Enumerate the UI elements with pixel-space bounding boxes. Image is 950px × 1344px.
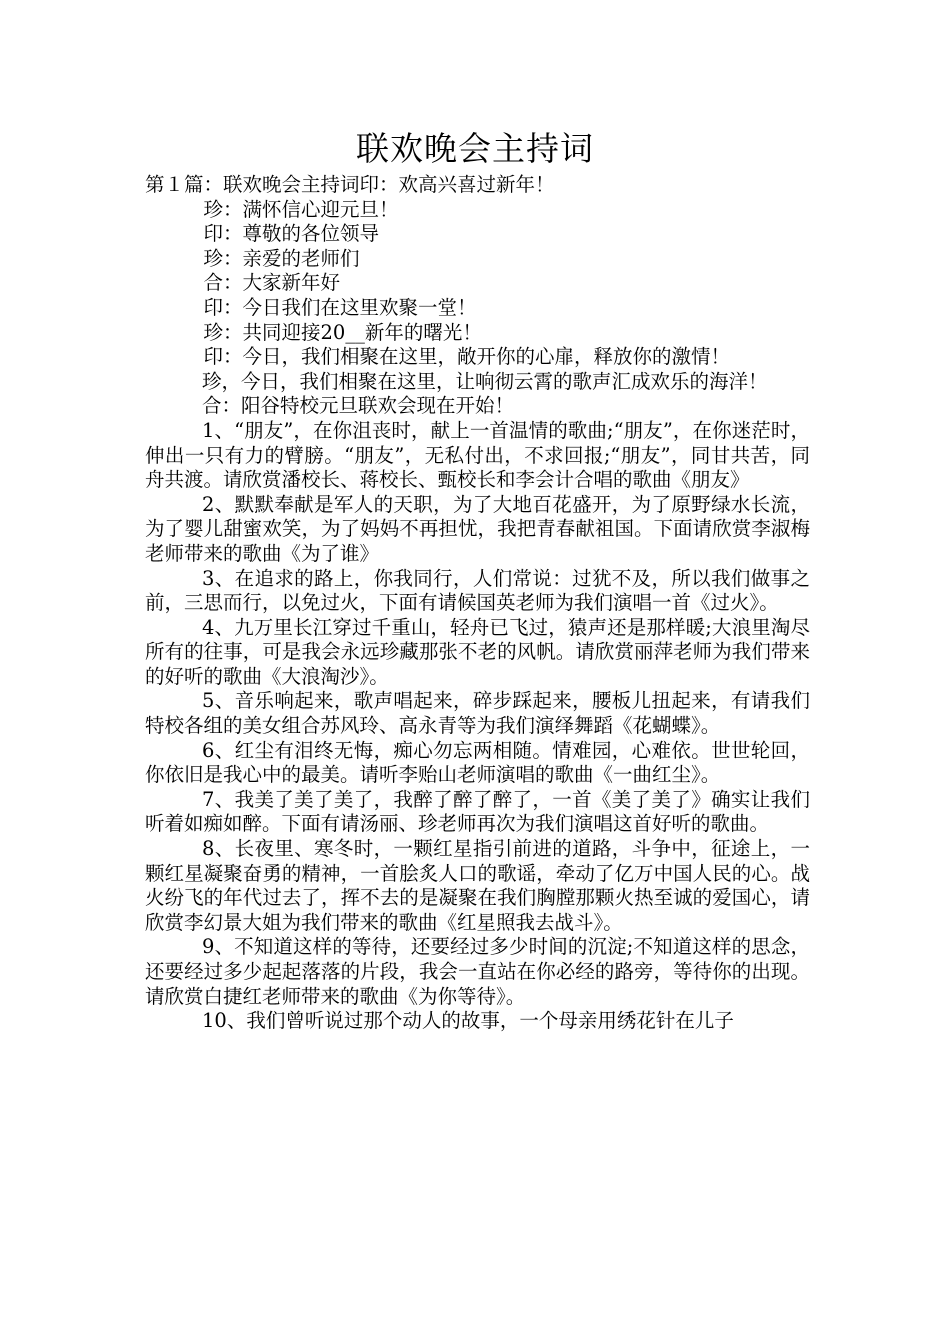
intro-line-2: 珍：满怀信心迎元旦！ <box>145 197 399 221</box>
paragraph-item-3: 3、在追求的路上，你我同行，人们常说：过犹不及，所以我们做事之前，三思而行，以免过火，下面有请候国英老师为我们演唱一首《过火》。 <box>145 566 810 615</box>
paragraph-item-7: 7、我美了美了美了，我醉了醉了醉了，一首《美了美了》确实让我们听着如痴如醉。下面有请汤丽、珍老师再次为我们演唱这首好听的歌曲。 <box>145 787 810 836</box>
paragraph-item-1: 1、“朋友”，在你沮丧时，献上一首温情的歌曲;“朋友”，在你迷茫时，伸出一只有力的臂膀。“朋友”，无私付出，不求回报;“朋友”，同甘共苦，同舟共渡。请欣赏潘校长、蒋校长、甄校长和李会计合唱的歌曲《朋友》 <box>145 418 810 492</box>
intro-line-5: 合：大家新年好 <box>145 271 341 295</box>
document-body <box>145 173 810 1034</box>
paragraph-zhen-ocean: 珍，今日，我们相聚在这里，让响彻云霄的歌声汇成欢乐的海洋！ <box>202 369 768 393</box>
intro-line-6: 印：今日我们在这里欢聚一堂！ <box>145 295 477 319</box>
paragraph-item-10: 10、我们曾听说过那个动人的故事，一个母亲用绣花针在儿子 <box>202 1009 734 1033</box>
paragraph-item-6: 6、红尘有泪终无悔，痴心勿忘两相随。情难园，心难依。世世轮回，你依旧是我心中的最美。请听李贻山老师演唱的歌曲《一曲红尘》。 <box>145 738 810 787</box>
paragraph-opening: 合：阳谷特校元旦联欢会现在开始！ <box>202 394 515 418</box>
document-title: 联欢晚会主持词 <box>356 129 594 168</box>
paragraph-item-5: 5、音乐响起来，歌声唱起来，碎步踩起来，腰板儿扭起来，有请我们特校各组的美女组合苏风玲、高永青等为我们演绎舞蹈《花蝴蝶》。 <box>145 689 810 738</box>
paragraph-item-8: 8、长夜里、寒冬时，一颗红星指引前进的道路，斗争中，征途上，一颗红星凝聚奋勇的精神，一首脍炙人口的歌谣，牵动了亿万中国人民的心。战火纷飞的年代过去了，挥不去的是凝聚在我们胸膛那颗火热至诚的爱国心，请欣赏李幻景大姐为我们带来的歌曲《红星照我去战斗》。 <box>145 837 810 934</box>
paragraph-item-2: 2、默默奉献是军人的天职，为了大地百花盛开，为了原野绿水长流，为了婴儿甜蜜欢笑，为了妈妈不再担忧，我把青春献祖国。下面请欣赏李淑梅老师带来的歌曲《为了谁》 <box>145 492 810 565</box>
intro-line-8: 印：今日，我们相聚在这里，敞开你的心扉，释放你的激情！ <box>145 345 731 369</box>
paragraph-item-4: 4、九万里长江穿过千重山，轻舟已飞过，猿声还是那样暖;大浪里淘尽所有的往事，可是我会永远珍藏那张不老的风帆。请欣赏丽萍老师为我们带来的好听的歌曲《大浪淘沙》。 <box>145 615 810 688</box>
intro-line-1: 第１篇：联欢晚会主持词印：欢高兴喜过新年！ <box>145 173 555 196</box>
paragraph-item-9: 9、不知道这样的等待，还要经过多少时间的沉淀;不知道这样的思念，还要经过多少起起落落的片段，我会一直站在你必经的路旁，等待你的出现。请欣赏白捷红老师带来的歌曲《为你等待》。 <box>145 935 810 1008</box>
intro-line-3: 印：尊敬的各位领导 <box>145 222 380 246</box>
intro-line-7: 珍：共同迎接20__新年的曙光！ <box>145 320 482 344</box>
intro-line-4: 珍：亲爱的老师们 <box>145 246 360 270</box>
